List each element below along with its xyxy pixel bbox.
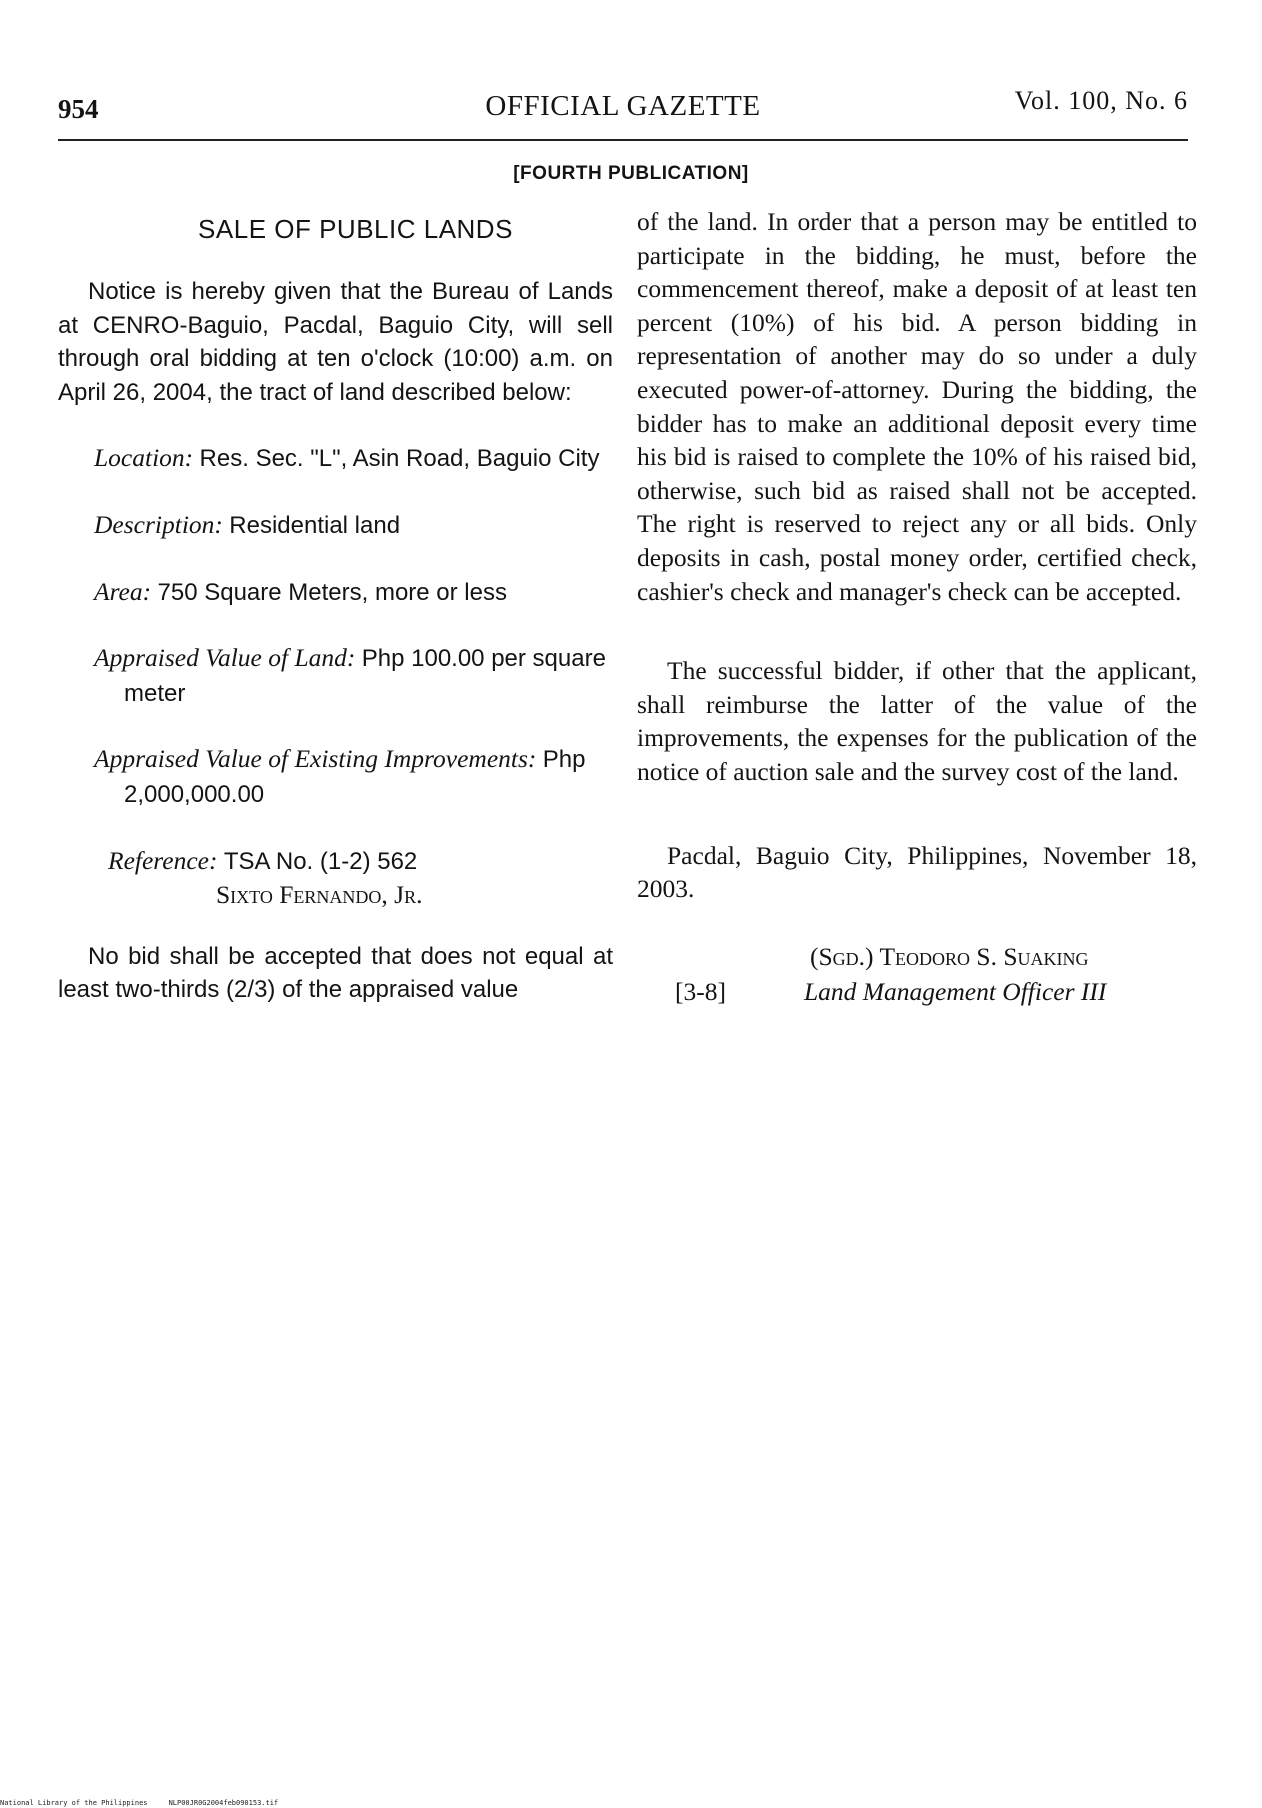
reference-name: Sixto Fernando, Jr.: [216, 880, 423, 910]
description-label: Description:: [94, 509, 223, 539]
reimburse-paragraph: The successful bidder, if other that the applicant, shall reimburse the latter of the value of the improvements, the expenses for the publication of the notice of auction sale and the survey cost of the land.: [637, 656, 1197, 786]
right-column: [637, 205, 1197, 1010]
location-item: [94, 441, 613, 476]
reference-value: TSA No. (1-2) 562: [223, 847, 418, 875]
left-column: [58, 205, 613, 1007]
signature-block: [637, 940, 1197, 1010]
signatory-name: (Sgd.) Teodoro S. Suaking: [810, 941, 1089, 971]
area-label: Area:: [94, 576, 152, 606]
land-value-value: Php 100.00 per square meter: [124, 645, 606, 707]
volume-issue: Vol. 100, No. 6: [1014, 86, 1188, 115]
area-item: [94, 575, 613, 610]
publication-label: [FOURTH PUBLICATION]: [513, 163, 749, 184]
improvements-value-item: [94, 742, 613, 811]
improvements-value-label: Appraised Value of Existing Improvements:: [94, 744, 537, 774]
bid-paragraph-start: No bid shall be accepted that does not equal at least two-thirds (2/3) of the appraised value: [58, 942, 613, 1004]
area-value: 750 Square Meters, more or less: [157, 578, 507, 606]
gazette-title: OFFICIAL GAZETTE: [485, 90, 761, 122]
improvements-value-value: Php 2,000,000.00: [124, 746, 586, 808]
notice-intro: Notice is hereby given that the Bureau of Lands at CENRO-Baguio, Pacdal, Baguio City, will sell through oral bidding at ten o'clock (10:00) a.m. on April 26, 2004, the tract of land described below:: [58, 278, 613, 406]
land-value-label: Appraised Value of Land:: [94, 643, 356, 673]
notice-title: SALE OF PUBLIC LANDS: [198, 214, 513, 244]
header-rule: [58, 139, 1188, 141]
page-number: 954: [58, 94, 99, 124]
location-label: Location:: [94, 443, 194, 473]
description-item: [94, 508, 613, 543]
bid-paragraph-end: of the land. In order that a person may be entitled to participate in the bidding, he must, before the commencement thereof, make a deposit of at least ten percent (10%) of his bid. A person bidding in representation of another may do so under a duly executed power-of-attorney. During the bidding, the bidder has to make an additional deposit every time his bid is raised to complete the 10% of his raised bid, otherwise, such bid as raised shall not be accepted. The right is reserved to reject any or all bids. Only deposits in cash, postal money order, certified check, cashier's check and manager's check can be accepted.: [637, 207, 1197, 606]
place-date: Pacdal, Baguio City, Philippines, November 18, 2003.: [637, 840, 1197, 904]
land-value-item: [94, 641, 613, 710]
reference-label: Reference:: [108, 845, 218, 875]
issue-range: [3-8]: [675, 976, 726, 1006]
description-value: Residential land: [229, 511, 401, 539]
reference-item: [108, 844, 613, 879]
page-header: [58, 86, 1188, 126]
signatory-title: Land Management Officer III: [804, 976, 1107, 1006]
scan-footer: National Library of the Philippines NLP00JR0G2004feb090153.tif: [0, 1799, 279, 1807]
location-value: Res. Sec. "L", Asin Road, Baguio City: [199, 445, 600, 473]
